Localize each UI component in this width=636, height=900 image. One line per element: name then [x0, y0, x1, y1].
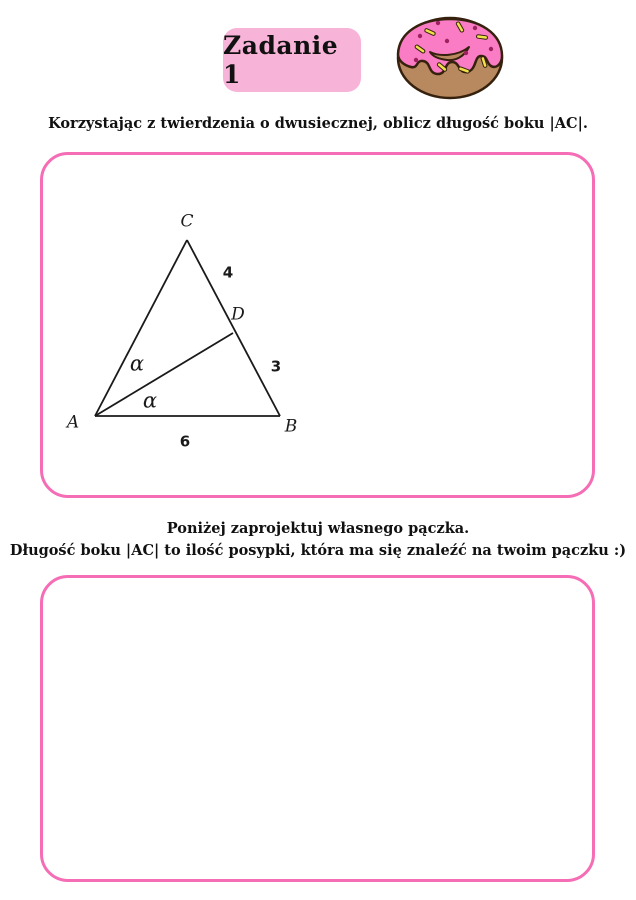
prompt-line-2: Długość boku |AC| to ilość posypki, która ma się znaleźć na twoim pączku :)	[9, 542, 627, 559]
triangle-diagram	[40, 152, 595, 498]
donut-icon	[394, 12, 506, 102]
point-label-d: D	[231, 304, 245, 325]
triangle-edges	[95, 240, 280, 416]
instruction-text: Korzystając z twierdzenia o dwusiecznej, oblicz długość boku |AC|.	[48, 115, 588, 132]
angle-alpha-upper: α	[129, 351, 145, 376]
vertex-label-a: A	[66, 412, 80, 433]
donut-illustration	[394, 12, 506, 102]
task-title-box	[223, 28, 361, 92]
side-length-ab: 6	[179, 432, 191, 451]
task-title: Zadanie 1	[223, 31, 339, 89]
vertex-label-b: B	[284, 416, 298, 437]
side-length-db: 3	[270, 357, 282, 376]
design-prompt	[0, 518, 636, 562]
side-length-cd: 4	[222, 263, 234, 282]
design-panel	[40, 575, 595, 882]
vertex-label-c: C	[180, 211, 194, 232]
angle-alpha-lower: α	[142, 388, 158, 413]
triangle-side-ac	[95, 240, 187, 416]
prompt-line-1: Poniżej zaprojektuj własnego pączka.	[166, 520, 470, 537]
triangle-side-cb	[187, 240, 280, 416]
